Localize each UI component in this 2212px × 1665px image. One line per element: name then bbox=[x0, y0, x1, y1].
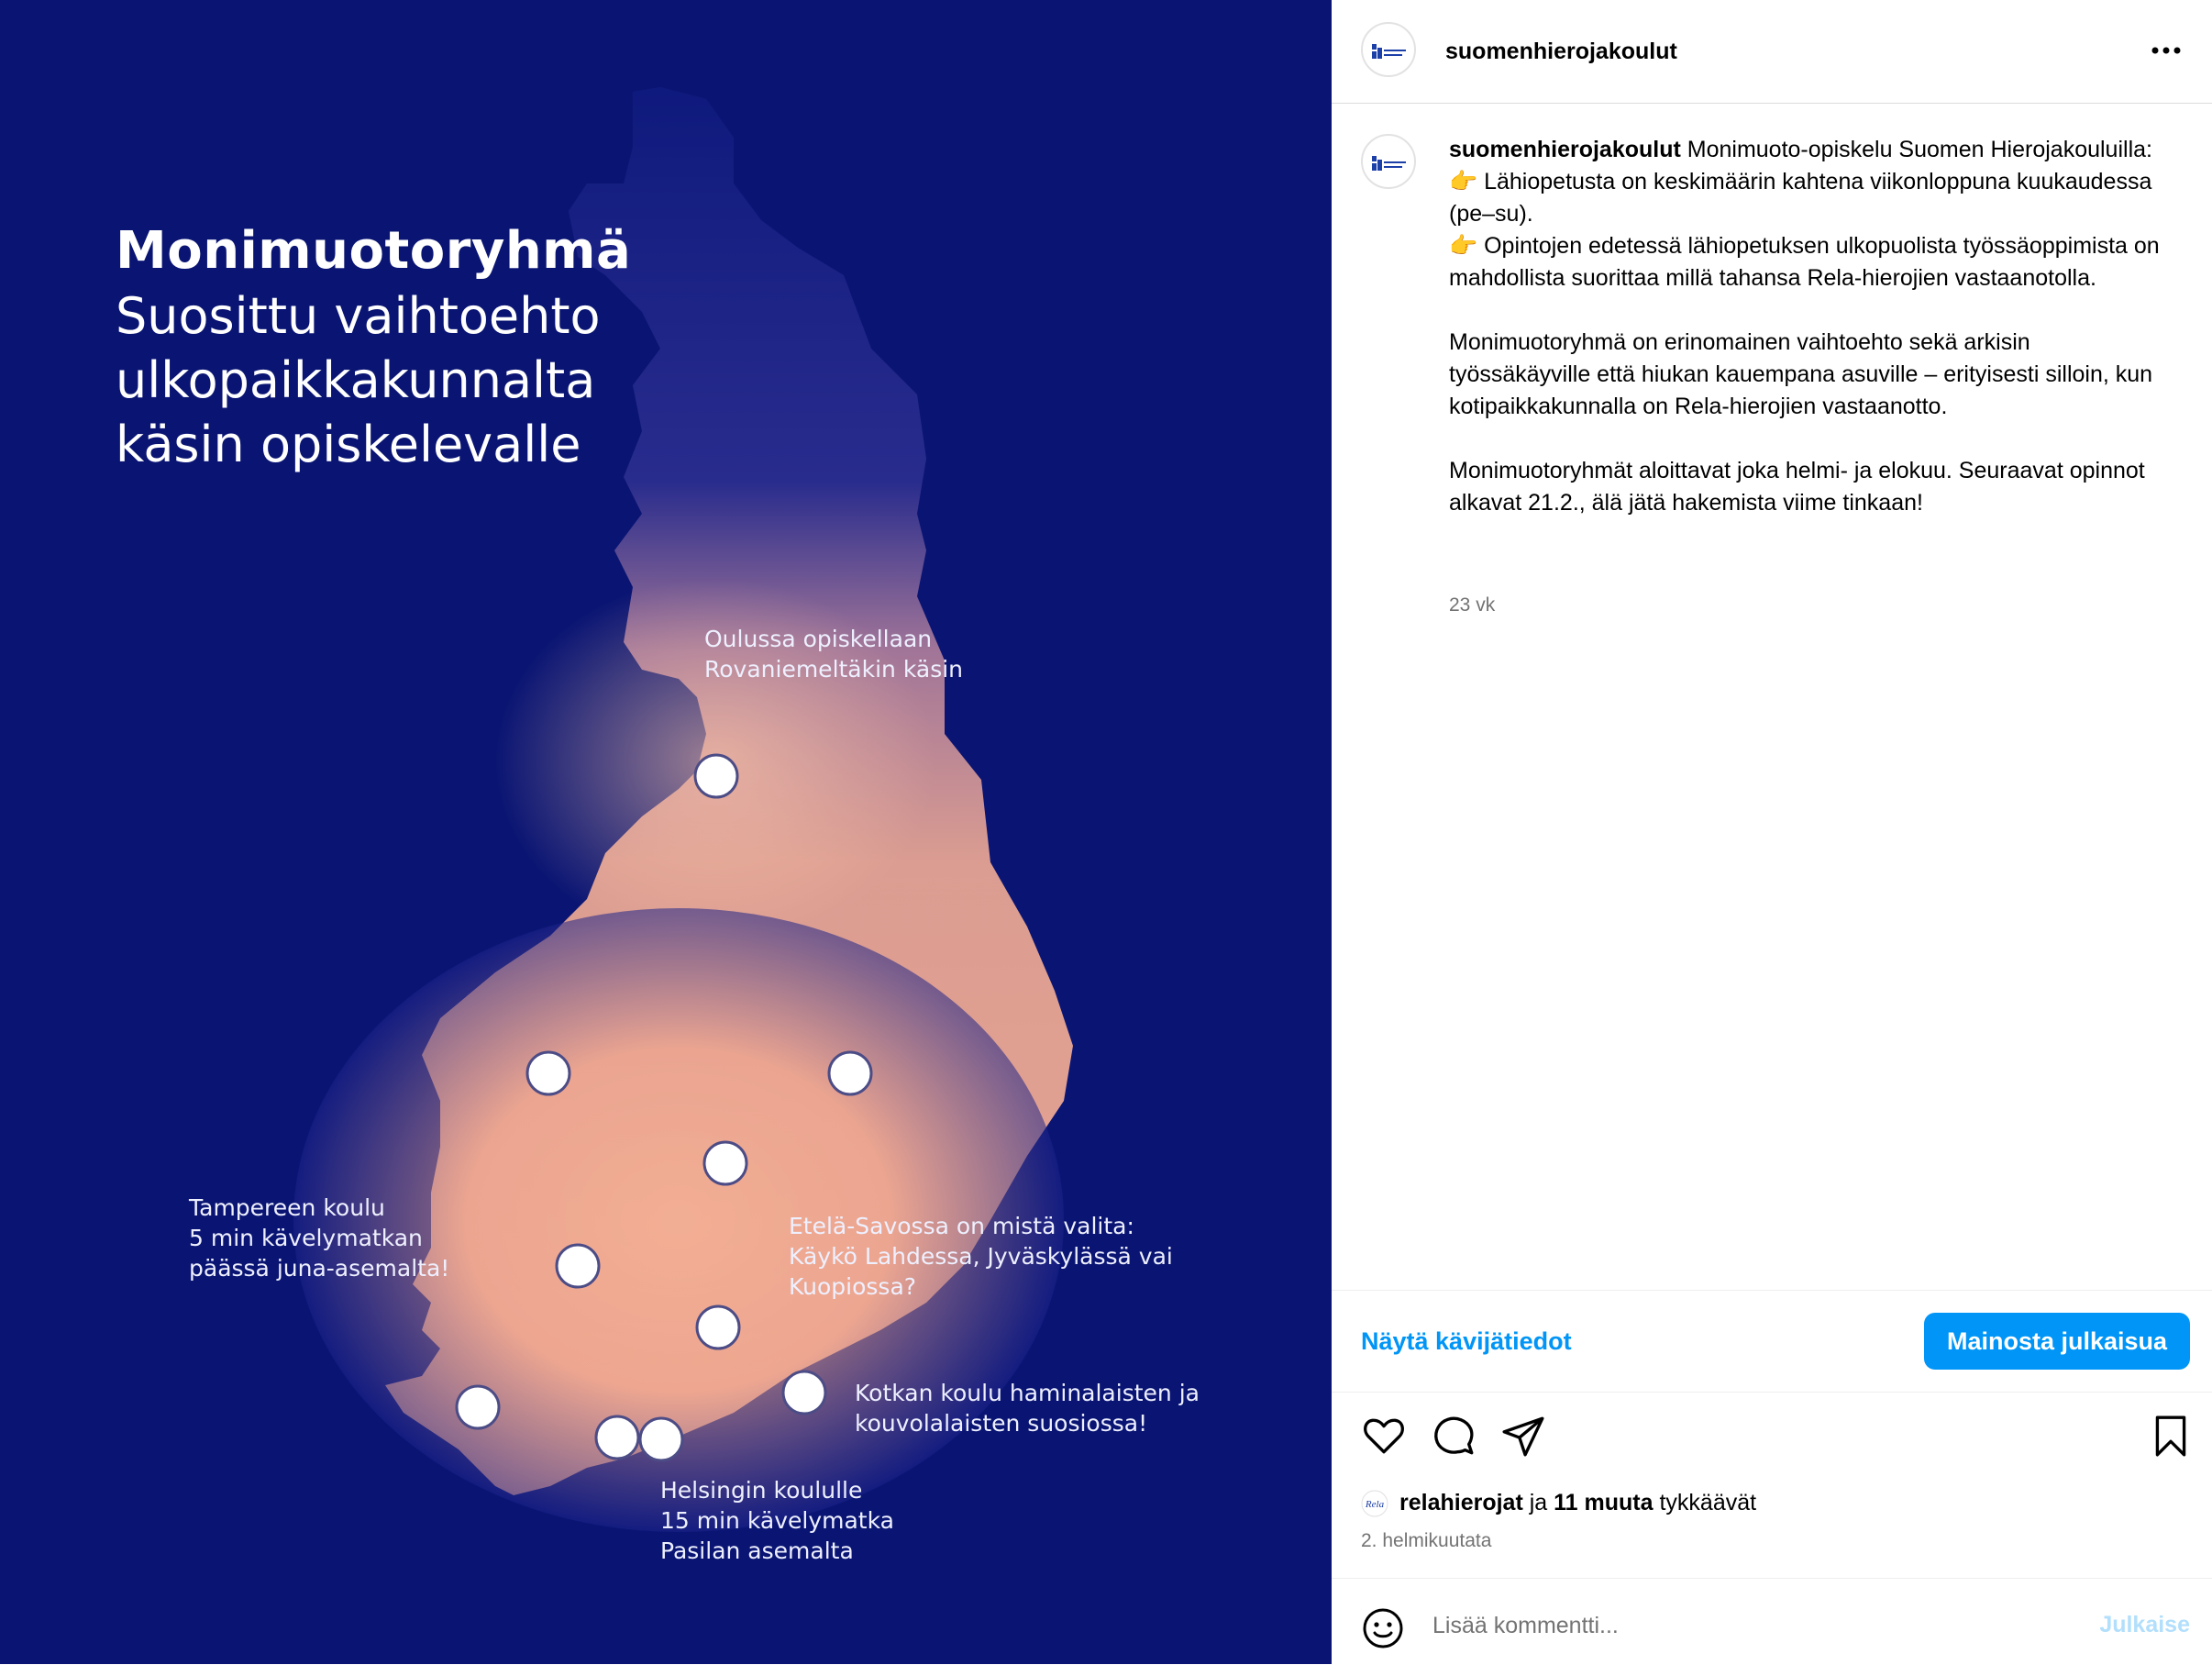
marker-tampere bbox=[557, 1245, 599, 1287]
likes-summary bbox=[1361, 1490, 1756, 1526]
caption-intro-line bbox=[1449, 134, 2164, 166]
likes-suffix: tykkäävät bbox=[1659, 1490, 1757, 1515]
marker-turku bbox=[457, 1386, 499, 1428]
insights-bar bbox=[1332, 1290, 2212, 1393]
heart-icon[interactable] bbox=[1361, 1413, 1407, 1459]
caption-tampere: Tampereen koulu 5 min kävelymatkan päässä juna-asemalta! bbox=[189, 1194, 450, 1282]
share-icon[interactable] bbox=[1500, 1413, 1546, 1459]
caption-kotka: Kotkan koulu haminalaisten ja kouvolalaisten suosiossa! bbox=[855, 1380, 1200, 1437]
marker-vaasa bbox=[527, 1052, 570, 1094]
caption-bullet-1 bbox=[1449, 166, 2164, 230]
caption-author[interactable]: suomenhierojakoulut bbox=[1449, 137, 1681, 162]
marker-oulu bbox=[695, 755, 737, 797]
caption-time-ago[interactable]: 23 vk bbox=[1449, 594, 1496, 616]
headline-line-3: käsin opiskelevalle bbox=[116, 416, 581, 473]
rela-avatar[interactable] bbox=[1361, 1490, 1388, 1517]
caption-avatar[interactable] bbox=[1361, 134, 1416, 189]
marker-lahti bbox=[697, 1306, 739, 1349]
headline-line-2: ulkopaikkakunnalta bbox=[116, 351, 596, 409]
caption-helsinki: Helsingin koululle 15 min kävelymatka Pasilan asemalta bbox=[660, 1477, 894, 1564]
caption-intro: Monimuoto-opiskelu Suomen Hierojakouluilla: bbox=[1687, 137, 2152, 162]
comment-icon[interactable] bbox=[1431, 1413, 1477, 1459]
likes-connector: ja bbox=[1529, 1490, 1548, 1515]
post-caption bbox=[1449, 134, 2164, 519]
likes-others[interactable]: 11 muuta bbox=[1554, 1490, 1653, 1515]
caption-bullet-2 bbox=[1449, 230, 2164, 294]
headline-title: Monimuotoryhmä bbox=[116, 221, 632, 281]
post-side-panel bbox=[1332, 0, 2212, 1664]
liker-username[interactable]: relahierojat bbox=[1399, 1490, 1523, 1515]
caption-paragraph-2: Monimuotoryhmä on erinomainen vaihtoehto sekä arkisin työssäkäyville että hiukan kauempana asuville – erityisesti silloin, kun kotipaikkakunnalla on Rela-hierojien vastaanotto. bbox=[1449, 329, 2153, 419]
rela-avatar-text: Rela bbox=[1365, 1499, 1385, 1511]
pointing-hand-icon: 👉 bbox=[1449, 233, 1478, 259]
caption-oulu: Oulussa opiskellaan Rovaniemeltäkin käsin bbox=[704, 626, 964, 683]
headline-line-1: Suosittu vaihtoehto bbox=[116, 287, 601, 345]
comment-bar bbox=[1332, 1578, 2212, 1665]
caption-etela-savo: Etelä-Savossa on mistä valita: Käykö Lahdessa, Jyväskylässä vai Kuopiossa? bbox=[789, 1213, 1173, 1300]
view-insights-link[interactable]: Näytä kävijätiedot bbox=[1361, 1327, 1572, 1355]
emoji-icon[interactable] bbox=[1361, 1606, 1405, 1650]
more-options-icon[interactable] bbox=[2148, 37, 2184, 64]
comment-input[interactable] bbox=[1431, 1599, 2076, 1652]
header-username[interactable]: suomenhierojakoulut bbox=[1445, 39, 1677, 64]
profile-avatar[interactable] bbox=[1361, 22, 1416, 77]
post-date: 2. helmikuutata bbox=[1361, 1530, 1492, 1551]
post-header bbox=[1332, 0, 2212, 104]
marker-kuopio bbox=[829, 1052, 871, 1094]
marker-helsinki bbox=[640, 1418, 682, 1460]
school-logo-icon bbox=[1372, 42, 1409, 61]
bookmark-icon[interactable] bbox=[2148, 1413, 2194, 1459]
pointing-hand-icon: 👉 bbox=[1449, 169, 1478, 194]
marker-kotka bbox=[783, 1371, 825, 1414]
caption-paragraph-3: Monimuotoryhmät aloittavat joka helmi- ja elokuu. Seuraavat opinnot alkavat 21.2., älä jätä hakemista viime tinkaan! bbox=[1449, 458, 2145, 516]
bullet-2-text: Opintojen edetessä lähiopetuksen ulkopuolista työssäoppimista on mahdollista suorittaa millä tahansa Rela-hierojien vastaanotolla. bbox=[1449, 233, 2160, 291]
publish-comment-button[interactable]: Julkaise bbox=[2099, 1612, 2190, 1637]
post-headline bbox=[116, 218, 631, 477]
bullet-1-text: Lähiopetusta on keskimäärin kahtena viikonloppuna kuukaudessa (pe–su). bbox=[1449, 169, 2152, 227]
marker-jyvaskyla bbox=[704, 1142, 747, 1184]
school-logo-icon bbox=[1372, 154, 1409, 172]
promote-post-button[interactable]: Mainosta julkaisua bbox=[1924, 1313, 2190, 1370]
marker-espoo bbox=[596, 1416, 638, 1459]
